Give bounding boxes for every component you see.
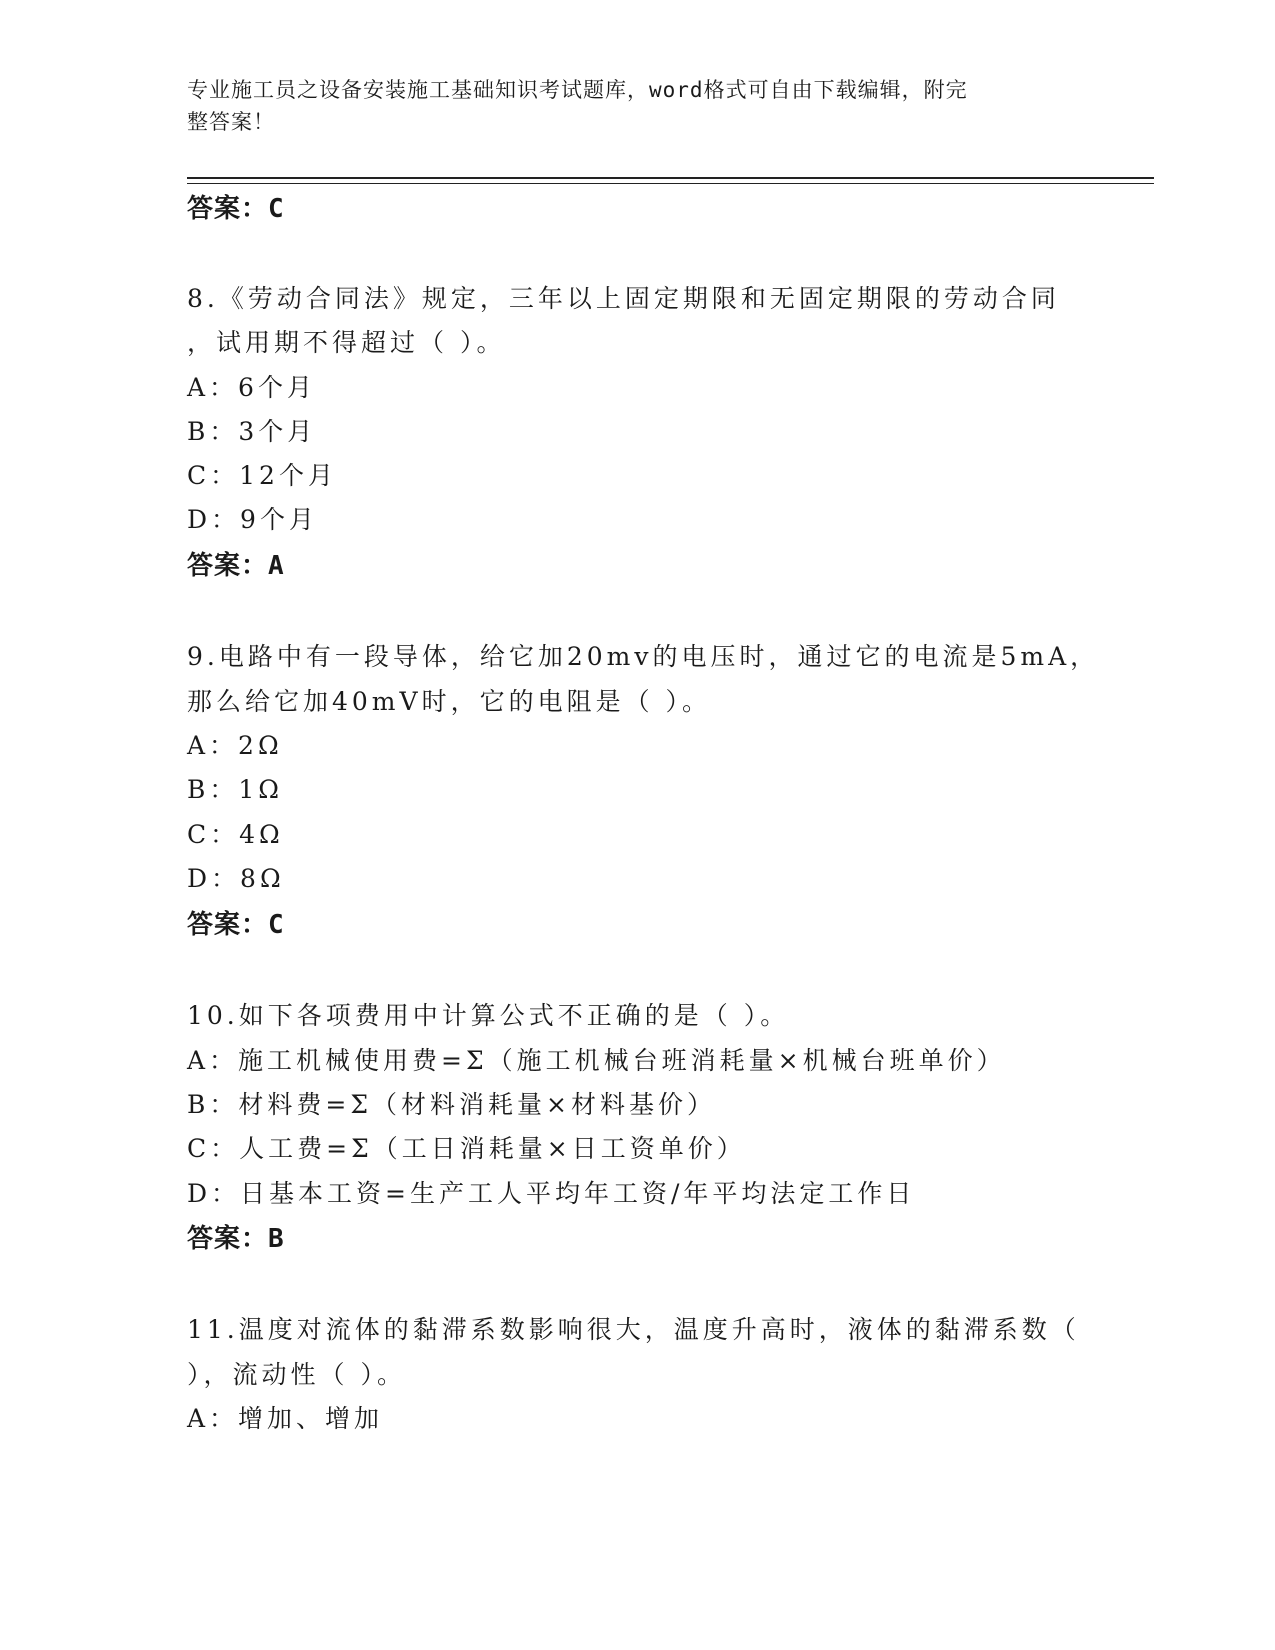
q9-option-c: C：4Ω — [187, 820, 284, 849]
q9-stem-line-2: 那么给它加40mV时，它的电阻是（ ）。 — [187, 687, 712, 716]
q8-option-d: D：9个月 — [187, 505, 318, 534]
q11-stem-line-2: ），流动性（ ）。 — [187, 1360, 406, 1389]
q11-option-a: A：增加、增加 — [187, 1404, 384, 1433]
q8-option-c: C：12个月 — [187, 461, 337, 490]
q9-option-b: B：1Ω — [187, 775, 284, 804]
q8-answer: 答案：A — [187, 551, 285, 581]
previous-answer: 答案：C — [187, 194, 285, 224]
q8-option-b: B：3个月 — [187, 417, 317, 446]
q8-stem-line-2: ，试用期不得超过（ ）。 — [187, 328, 506, 357]
q10-stem: 10.如下各项费用中计算公式不正确的是（ ）。 — [187, 1001, 790, 1030]
q8-stem-line-1: 8.《劳动合同法》规定，三年以上固定期限和无固定期限的劳动合同 — [187, 284, 1060, 313]
q9-stem-line-1: 9.电路中有一段导体，给它加20mv的电压时，通过它的电流是5mA， — [187, 642, 1100, 671]
document-header — [187, 74, 1087, 138]
q10-option-c: C：人工费=Σ（工日消耗量×日工资单价） — [187, 1134, 746, 1163]
q10-option-d: D：日基本工资=生产工人平均年工资/年平均法定工作日 — [187, 1179, 916, 1208]
header-line-2: 整答案！ — [187, 110, 275, 134]
q9-option-d: D：8Ω — [187, 864, 285, 893]
q11-stem-line-1: 11.温度对流体的黏滞系数影响很大，温度升高时，液体的黏滞系数（ — [187, 1315, 1080, 1344]
header-line-1: 专业施工员之设备安装施工基础知识考试题库，word格式可自由下载编辑，附完 — [187, 78, 968, 102]
q10-option-a: A：施工机械使用费=Σ（施工机械台班消耗量×机械台班单价） — [187, 1046, 1006, 1075]
q10-option-b: B：材料费=Σ（材料消耗量×材料基价） — [187, 1090, 716, 1119]
q8-option-a: A：6个月 — [187, 373, 316, 402]
header-divider-thick — [187, 177, 1154, 179]
q9-option-a: A：2Ω — [187, 731, 283, 760]
header-divider-thin — [187, 183, 1154, 184]
q10-answer: 答案：B — [187, 1224, 285, 1254]
q9-answer: 答案：C — [187, 910, 285, 940]
